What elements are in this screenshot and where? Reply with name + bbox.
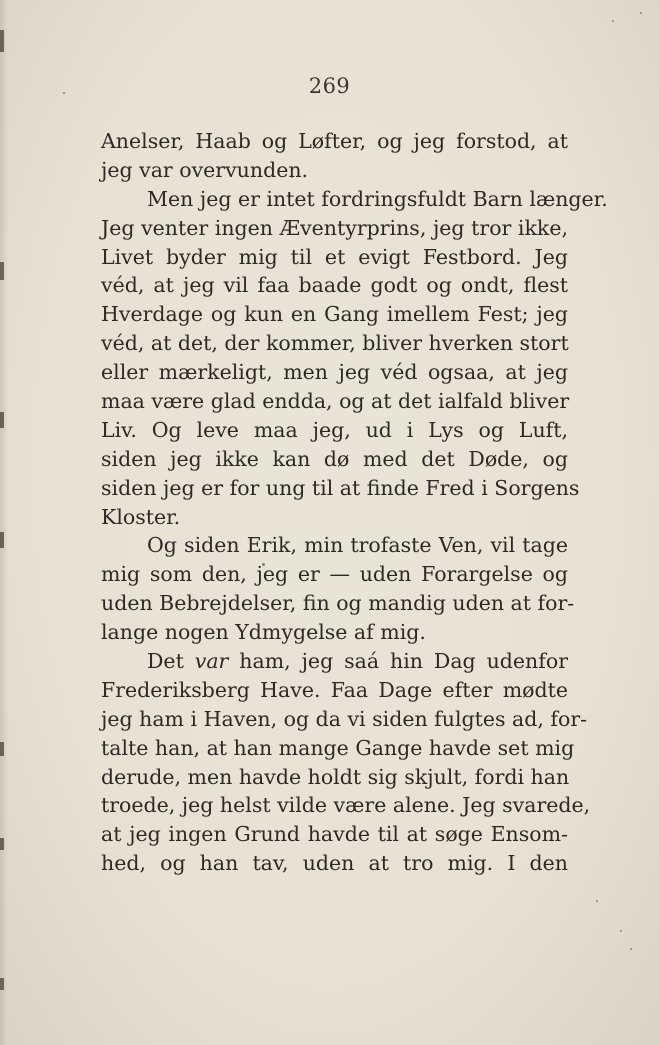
- text-line: Og siden Erik, min trofaste Ven, vil tage: [147, 533, 568, 558]
- text-line: Men jeg er intet fordringsfuldt Barn længer.: [147, 186, 608, 211]
- text-line: véd, at jeg vil faa baade godt og ondt, flest: [101, 273, 568, 298]
- text-line: troede, jeg helst vilde være alene. Jeg svarede,: [101, 793, 591, 818]
- text-line: Frederiksberg Have. Faa Dage efter mødte: [101, 677, 568, 702]
- text-line: lange nogen Ydmygelse af mig.: [101, 620, 426, 645]
- text-line: Kloster.: [101, 504, 181, 529]
- emphasized-word: var: [194, 649, 229, 674]
- text-line: Liv. Og leve maa jeg, ud i Lys og Luft,: [101, 417, 568, 442]
- text-line: derude, men havde holdt sig skjult, fordi han: [101, 764, 570, 789]
- text-line: siden jeg ikke kan dø med det Døde, og: [101, 446, 568, 471]
- text-line: Anelser, Haab og Løfter, og jeg forstod, at: [101, 129, 568, 153]
- text-line: Jeg venter ingen Æventyrprins, jeg tror ikke,: [101, 215, 568, 240]
- body-text: [101, 127, 608, 878]
- text-line: siden jeg er for ung til at finde Fred i Sorgens: [101, 475, 580, 500]
- text-line: uden Bebrejdelser, fin og mandig uden at for-: [101, 591, 575, 616]
- text-line: jeg var overvunden.: [101, 157, 309, 182]
- binding-edge-mark: [0, 838, 4, 850]
- text-line: hed, og han tav, uden at tro mig. I den: [101, 851, 568, 876]
- text-line: eller mærkeligt, men jeg véd ogsaa, at jeg: [101, 360, 568, 385]
- binding-edge-mark: [0, 978, 4, 990]
- text-line: talte han, at han mange Gange havde set mig: [101, 735, 575, 760]
- binding-edge-mark: [0, 532, 4, 548]
- binding-edge-mark: [0, 412, 4, 428]
- text-line: mig som den, jeg er — uden Forargelse og: [101, 562, 568, 587]
- text-line: Livet byder mig til et evigt Festbord. Jeg: [101, 244, 568, 269]
- page-number: 269: [308, 74, 351, 98]
- binding-edge-mark: [0, 742, 4, 756]
- binding-edge-mark: [0, 30, 4, 52]
- text-line: véd, at det, der kommer, bliver hverken stort: [101, 331, 569, 356]
- binding-edge-mark: [0, 262, 4, 280]
- text-line: at jeg ingen Grund havde til at søge Ensom-: [101, 822, 568, 847]
- text-line: Det var ham, jeg saá hin Dag udenfor: [147, 649, 568, 674]
- text-line: jeg ham i Haven, og da vi siden fulgtes ad, for-: [101, 706, 588, 731]
- text-line: Hverdage og kun en Gang imellem Fest; jeg: [101, 302, 568, 327]
- text-line: maa være glad endda, og at det ialfald bliver: [101, 389, 570, 414]
